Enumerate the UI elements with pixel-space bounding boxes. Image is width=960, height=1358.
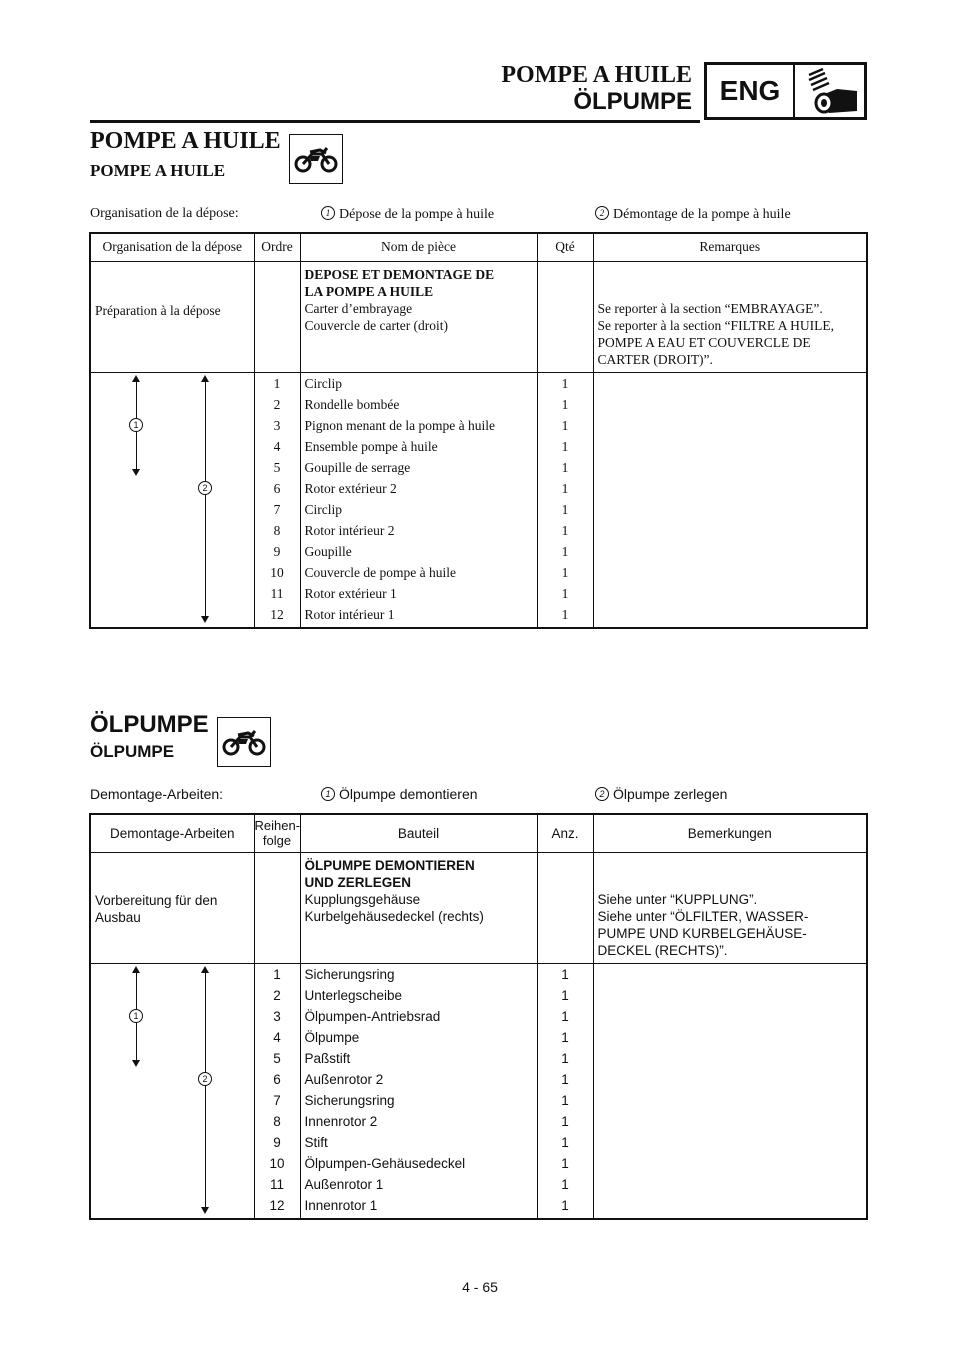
order-number: 7 xyxy=(273,1092,281,1108)
col-header: Organisation de la dépose xyxy=(90,233,254,261)
header-title-fr: POMPE A HUILE xyxy=(501,62,692,88)
page-number: 4 - 65 xyxy=(462,1279,498,1295)
order-number: 5 xyxy=(273,1050,281,1066)
col-header: Qté xyxy=(537,233,593,261)
step-1-marker: 1 xyxy=(321,206,335,220)
part-quantity: 1 xyxy=(561,438,569,454)
heading-line: ÖLPUMPE DEMONTIEREN xyxy=(304,857,475,873)
order-number: 1 xyxy=(273,966,281,982)
part-quantity: 1 xyxy=(561,1071,569,1087)
part-name: Innenrotor 2 xyxy=(304,1113,378,1129)
part-quantity: 1 xyxy=(561,522,569,538)
order-number: 9 xyxy=(273,543,281,559)
order-number: 10 xyxy=(269,1155,285,1171)
chapter-tab xyxy=(704,62,867,120)
part-quantity: 1 xyxy=(561,1050,569,1066)
step-2-label: Démontage de la pompe à huile xyxy=(613,207,791,222)
prep-part: Kurbelgehäusedeckel (rechts) xyxy=(304,908,484,924)
order-number: 10 xyxy=(270,564,284,580)
quantity-column xyxy=(537,963,593,1219)
remark-line: CARTER (DROIT)”. xyxy=(597,351,713,367)
step-1-marker: 1 xyxy=(129,1009,143,1023)
step-2-marker: 2 xyxy=(595,787,609,801)
header-title-de: ÖLPUMPE xyxy=(573,88,692,115)
order-number: 1 xyxy=(273,375,281,391)
motorcycle-icon xyxy=(289,134,343,184)
part-quantity: 1 xyxy=(561,564,569,580)
part-name: Sicherungsring xyxy=(304,1092,395,1108)
part-name-column xyxy=(300,963,537,1219)
part-quantity: 1 xyxy=(561,1134,569,1150)
order-number: 12 xyxy=(270,606,284,622)
order-number: 12 xyxy=(269,1197,285,1213)
part-name: Couvercle de pompe à huile xyxy=(304,564,456,580)
sequence-arrows xyxy=(90,372,254,628)
order-number: 4 xyxy=(273,438,281,454)
step-2-marker: 2 xyxy=(198,481,212,495)
part-quantity: 1 xyxy=(561,543,569,559)
engine-icon xyxy=(795,65,864,117)
part-name: Rotor extérieur 2 xyxy=(304,480,397,496)
part-quantity: 1 xyxy=(561,501,569,517)
prep-part: Carter d’embrayage xyxy=(304,300,413,316)
order-number: 4 xyxy=(273,1029,281,1045)
arrow-down-icon xyxy=(132,1060,140,1067)
part-quantity: 1 xyxy=(561,375,569,391)
order-column xyxy=(254,963,300,1219)
part-name: Außenrotor 2 xyxy=(304,1071,384,1087)
order-number: 9 xyxy=(273,1134,281,1150)
part-quantity: 1 xyxy=(561,459,569,475)
step-1-text xyxy=(321,206,494,223)
remark-line: Siehe unter “ÖLFILTER, WASSER- xyxy=(597,908,809,924)
table-header xyxy=(90,814,867,852)
remark-line: Siehe unter “KUPPLUNG”. xyxy=(597,891,758,907)
part-quantity: 1 xyxy=(561,1029,569,1045)
sequence-arrows xyxy=(90,963,254,1219)
part-name: Goupille de serrage xyxy=(304,459,411,475)
step-1-marker: 1 xyxy=(321,787,335,801)
part-quantity: 1 xyxy=(561,1176,569,1192)
col-header: Remarques xyxy=(593,233,867,261)
step-1-label: Dépose de la pompe à huile xyxy=(339,207,495,222)
parts-rows xyxy=(90,372,867,628)
col-header: Ordre xyxy=(254,233,300,261)
parts-table-de xyxy=(89,813,868,1220)
part-quantity: 1 xyxy=(561,480,569,496)
part-name: Ensemble pompe à huile xyxy=(304,438,438,454)
col-header: Nom de pièce xyxy=(300,233,537,261)
arrow-down-icon xyxy=(201,1207,209,1214)
prep-label: Vorbereitung für den Ausbau xyxy=(90,852,254,963)
organisation-label: Organisation de la dépose: xyxy=(90,206,239,221)
remark-line: PUMPE UND KURBELGEHÄUSE- xyxy=(597,925,807,941)
order-number: 3 xyxy=(273,417,281,433)
step-2-text xyxy=(595,206,791,223)
part-quantity: 1 xyxy=(561,585,569,601)
col-header: Demontage-Arbeiten xyxy=(90,814,254,852)
part-quantity: 1 xyxy=(561,1008,569,1024)
order-number: 6 xyxy=(273,480,281,496)
order-column xyxy=(254,372,300,628)
order-number: 11 xyxy=(269,1176,284,1192)
eng-label: ENG xyxy=(707,65,795,117)
section-title-de: ÖLPUMPE xyxy=(90,711,209,738)
prep-label: Préparation à la dépose xyxy=(90,261,254,372)
remark-line: Se reporter à la section “FILTRE A HUILE, xyxy=(597,317,834,333)
step-2-marker: 2 xyxy=(595,206,609,220)
arrow-down-icon xyxy=(132,469,140,476)
part-quantity: 1 xyxy=(561,1092,569,1108)
organisation-label: Demontage-Arbeiten: xyxy=(90,786,224,802)
prep-part: Kupplungsgehäuse xyxy=(304,891,421,907)
part-quantity: 1 xyxy=(561,1113,569,1129)
part-name: Rotor intérieur 1 xyxy=(304,606,395,622)
step-1-text xyxy=(321,786,478,802)
order-number: 8 xyxy=(273,522,281,538)
table-header xyxy=(90,233,867,261)
prep-row xyxy=(90,261,867,372)
part-quantity: 1 xyxy=(561,606,569,622)
order-number: 6 xyxy=(273,1071,281,1087)
part-name: Paßstift xyxy=(304,1050,351,1066)
part-name: Circlip xyxy=(304,375,342,391)
part-name: Ölpumpe xyxy=(304,1029,360,1045)
step-1-marker: 1 xyxy=(129,418,143,432)
step-2-marker: 2 xyxy=(198,1072,212,1086)
quantity-column xyxy=(537,372,593,628)
part-name: Rotor intérieur 2 xyxy=(304,522,395,538)
order-number: 2 xyxy=(273,987,281,1003)
part-name: Rotor extérieur 1 xyxy=(304,585,397,601)
part-name: Ölpumpen-Gehäusedeckel xyxy=(304,1155,466,1171)
arrow-down-icon xyxy=(201,616,209,623)
prep-part: Couvercle de carter (droit) xyxy=(304,317,449,333)
part-name: Circlip xyxy=(304,501,342,517)
part-name: Rondelle bombée xyxy=(304,396,400,412)
order-number: 11 xyxy=(270,585,284,601)
section-subtitle-fr: POMPE A HUILE xyxy=(90,161,226,180)
parts-table-fr xyxy=(89,232,868,629)
heading-line: LA POMPE A HUILE xyxy=(304,283,434,299)
part-quantity: 1 xyxy=(561,396,569,412)
remark-line: DECKEL (RECHTS)”. xyxy=(597,942,728,958)
part-quantity: 1 xyxy=(561,417,569,433)
heading-line: UND ZERLEGEN xyxy=(304,874,412,890)
section-title-fr: POMPE A HUILE xyxy=(90,128,281,154)
order-number: 7 xyxy=(273,501,281,517)
part-name: Außenrotor 1 xyxy=(304,1176,384,1192)
remark-line: POMPE A EAU ET COUVERCLE DE xyxy=(597,334,811,350)
prep-row xyxy=(90,852,867,963)
part-quantity: 1 xyxy=(561,1155,569,1171)
col-header: Bemerkungen xyxy=(593,814,867,852)
part-name: Sicherungsring xyxy=(304,966,395,982)
part-quantity: 1 xyxy=(561,966,569,982)
section-subtitle-de: ÖLPUMPE xyxy=(90,742,175,761)
part-quantity: 1 xyxy=(561,987,569,1003)
heading-line: DEPOSE ET DEMONTAGE DE xyxy=(304,266,495,282)
part-name: Ölpumpen-Antriebsrad xyxy=(304,1008,441,1024)
part-name: Unterlegscheibe xyxy=(304,987,403,1003)
part-quantity: 1 xyxy=(561,1197,569,1213)
order-number: 5 xyxy=(273,459,281,475)
part-name: Goupille xyxy=(304,543,352,559)
remark-line: Se reporter à la section “EMBRAYAGE”. xyxy=(597,300,823,316)
part-name-column xyxy=(300,372,537,628)
order-number: 3 xyxy=(273,1008,281,1024)
order-number: 2 xyxy=(273,396,281,412)
col-header: Reihen- folge xyxy=(254,814,300,852)
step-2-text xyxy=(595,786,727,802)
part-name: Stift xyxy=(304,1134,328,1150)
step-2-label: Ölpumpe zerlegen xyxy=(613,786,728,802)
col-header: Anz. xyxy=(537,814,593,852)
motorcycle-icon xyxy=(217,717,271,767)
part-name: Pignon menant de la pompe à huile xyxy=(304,417,495,433)
step-1-label: Ölpumpe demontieren xyxy=(339,786,478,802)
col-header: Bauteil xyxy=(300,814,537,852)
part-name: Innenrotor 1 xyxy=(304,1197,378,1213)
header-rule xyxy=(90,120,700,123)
order-number: 8 xyxy=(273,1113,281,1129)
parts-rows xyxy=(90,963,867,1219)
